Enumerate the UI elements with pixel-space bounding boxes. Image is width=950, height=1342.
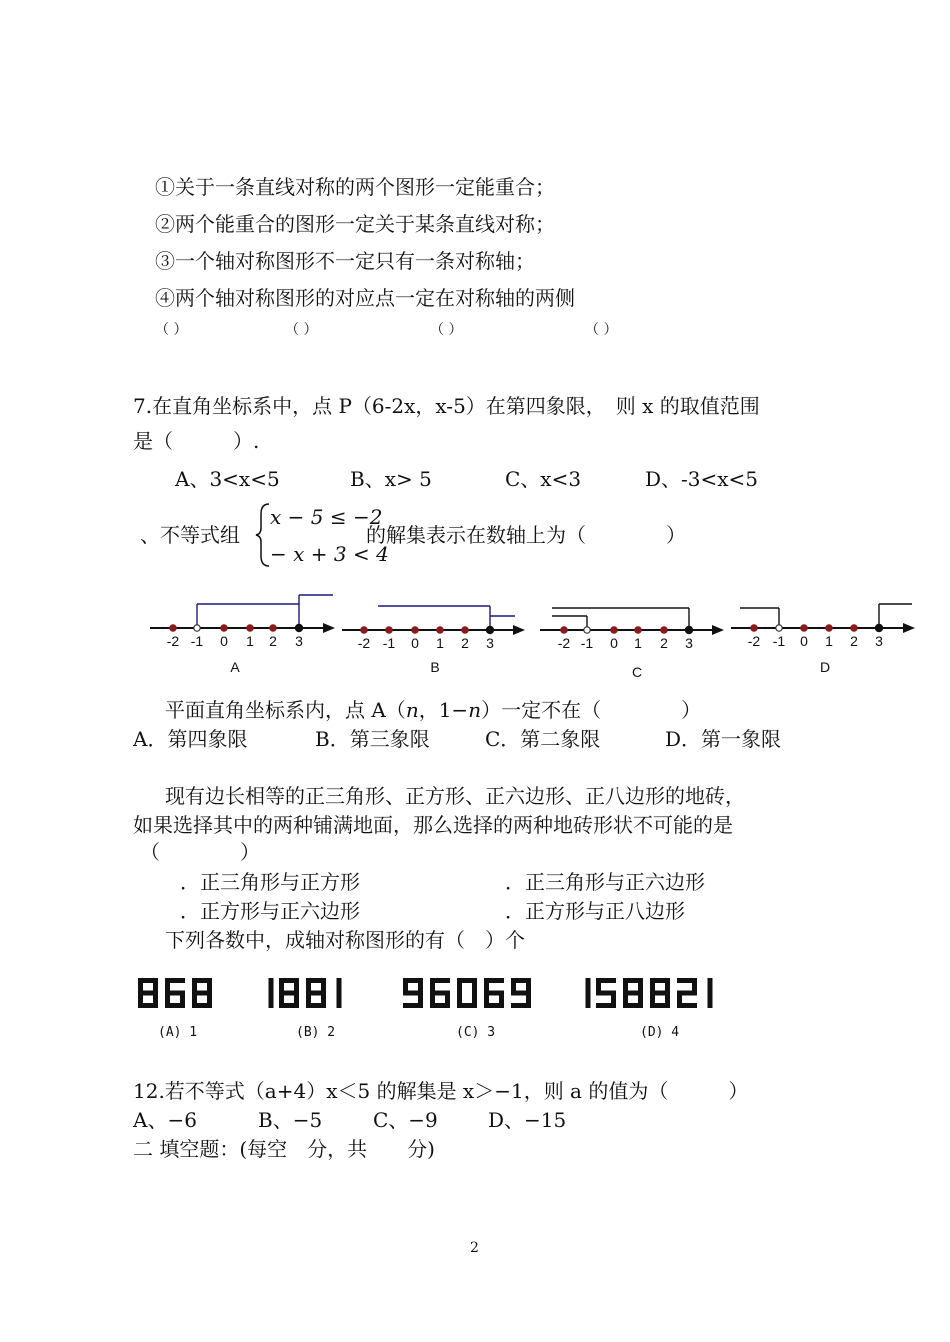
q7-option-d: D、-3<x<5 [645, 467, 759, 491]
number-line-figure [0, 590, 950, 690]
numline-c-point [685, 626, 692, 633]
q12-option-b: B、−5 [258, 1108, 323, 1132]
q11-number-96069 [403, 978, 531, 1008]
numline-c-tick-label: 3 [685, 635, 693, 651]
numline-b-point [412, 627, 418, 633]
numline-d-point [875, 624, 882, 631]
numline-c-option-label: C [631, 664, 643, 680]
q9-n2: n [468, 698, 482, 722]
q6-blank-4: （ ） [585, 322, 618, 338]
q10-stem-line2: 如果选择其中的两种铺满地面，那么选择的两种地砖形状不可能的是 [133, 813, 733, 837]
numline-b-tick-label: 2 [461, 635, 469, 651]
q8-prefix: 、不等式组 [140, 523, 240, 547]
q10-option-2: ．正三角形与正六边形 [505, 870, 705, 894]
numline-a-point [295, 624, 302, 631]
numline-d-arrowhead [903, 623, 915, 633]
q8-inequality-1: x − 5 ≤ −2 [270, 505, 383, 529]
q9-option-d: D．第一象限 [665, 727, 782, 751]
numline-a-tick-label: 2 [269, 633, 277, 649]
q9-stem [165, 698, 701, 722]
numline-d-tick-label: 3 [875, 633, 883, 649]
q10-stem-line1: 现有边长相等的正三角形、正方形、正六边形、正八边形的地砖， [165, 784, 745, 808]
numline-c-point [561, 627, 567, 633]
page-number: 2 [470, 1240, 479, 1256]
numline-d-tick-label: 2 [850, 633, 858, 649]
q8-inequality-2: − x + 3 < 4 [270, 542, 389, 566]
numline-a-point [221, 625, 227, 631]
q10-option-3: ．正方形与正六边形 [180, 899, 360, 923]
numline-c-point [584, 627, 590, 633]
numline-c-tick-label: 1 [634, 635, 642, 651]
numline-d-tick-label: -1 [772, 633, 786, 649]
numline-b-tick-label: 0 [411, 635, 419, 651]
q11-choice-a: (A) 1 [158, 1025, 198, 1040]
q7-stem-line2: 是（ ）. [133, 429, 260, 453]
q12-option-a: A、−6 [133, 1108, 197, 1132]
q9-option-c: C．第二象限 [485, 727, 601, 751]
q12-option-d: D、−15 [488, 1108, 567, 1132]
numline-c-point [635, 627, 641, 633]
numline-a-option-label: A [230, 659, 240, 675]
numline-b-point [361, 627, 367, 633]
q6-statement-4: ④两个轴对称图形的对应点一定在对称轴的两侧 [155, 286, 575, 310]
q11-number-868 [138, 978, 212, 1008]
numline-d-point [801, 625, 807, 631]
numline-d-point [851, 625, 857, 631]
numline-c-tick-label: -1 [580, 635, 594, 651]
numline-c-point [661, 627, 667, 633]
numline-a-point [270, 625, 276, 631]
q11-number-1881 [269, 978, 342, 1008]
numline-b-tick-label: -2 [357, 635, 371, 651]
numline-b-tick-label: 1 [436, 635, 444, 651]
numline-b-point [462, 627, 468, 633]
numline-b-arrowhead [513, 625, 525, 635]
q9-n1: n [405, 698, 419, 722]
q7-option-b: B、x> 5 [350, 467, 432, 491]
q6-blank-3: （ ） [430, 322, 463, 338]
numline-d-point [776, 625, 782, 631]
numline-c-tick-label: 2 [660, 635, 668, 651]
numline-b-tick-label: 3 [486, 635, 494, 651]
numline-d-point [826, 625, 832, 631]
q11-choice-d: (D) 4 [640, 1025, 680, 1040]
section-2-heading: 二 填空题：(每空 分，共 分) [133, 1137, 435, 1161]
numline-c-tick-label: -2 [557, 635, 571, 651]
q7-stem-line1: 7.在直角坐标系中，点 P（6-2x，x-5）在第四象限， 则 x 的取值范围 [133, 394, 760, 418]
numline-a-tick-label: -1 [190, 633, 204, 649]
q9-option-b: B．第三象限 [315, 727, 430, 751]
q7-option-a: A、3<x<5 [175, 467, 280, 491]
q10-stem-line3: （ ） [140, 840, 260, 864]
numline-c-tick-label: 0 [610, 635, 618, 651]
q9-stem-b: ，1− [418, 698, 469, 722]
q11-stem: 下列各数中，成轴对称图形的有（ ）个 [165, 928, 525, 952]
numline-b-tick-label: -1 [382, 635, 396, 651]
q11-choice-b: (B) 2 [296, 1025, 336, 1040]
q12-stem: 12.若不等式（a+4）x＜5 的解集是 x＞−1，则 a 的值为（ ） [133, 1079, 749, 1103]
q6-statement-3: ③一个轴对称图形不一定只有一条对称轴； [155, 249, 535, 273]
q6-statement-2: ②两个能重合的图形一定关于某条直线对称； [155, 212, 555, 236]
numline-a-tick-label: -2 [166, 633, 180, 649]
numline-d-tick-label: 0 [800, 633, 808, 649]
numline-b-option-label: B [430, 659, 440, 675]
q9-stem-a: 平面直角坐标系内，点 A（ [165, 698, 406, 722]
numline-b-point [437, 627, 443, 633]
numline-a-point [194, 625, 200, 631]
numline-d-point [751, 625, 757, 631]
numline-a-point [247, 625, 253, 631]
q10-option-1: ．正三角形与正方形 [180, 870, 360, 894]
q10-option-4: ．正方形与正八边形 [505, 899, 685, 923]
numline-d-option-label: D [819, 659, 831, 675]
q9-option-a: A．第四象限 [133, 727, 248, 751]
q11-choice-c: (C) 3 [456, 1025, 496, 1040]
numline-c-point [611, 627, 617, 633]
numline-a-tick-label: 1 [246, 633, 254, 649]
q11-digit-numbers [0, 970, 950, 1020]
numline-a-tick-label: 0 [220, 633, 228, 649]
q6-blank-1: （ ） [155, 322, 188, 338]
numline-a-arrowhead [323, 623, 335, 633]
numline-b-point [386, 627, 392, 633]
q12-option-c: C、−9 [373, 1108, 438, 1132]
numline-d-tick-label: -2 [747, 633, 761, 649]
numline-b-point [486, 626, 493, 633]
q11-number-158821 [586, 978, 713, 1008]
q6-statement-1: ①关于一条直线对称的两个图形一定能重合； [155, 175, 555, 199]
q9-stem-c: ）一定不在（ ） [481, 698, 702, 722]
q6-blank-2: （ ） [285, 322, 318, 338]
numline-a-point [170, 625, 176, 631]
numline-d-tick-label: 1 [825, 633, 833, 649]
q7-option-c: C、x<3 [505, 467, 582, 491]
numline-a-tick-label: 3 [295, 633, 303, 649]
numline-c-arrowhead [712, 625, 724, 635]
q8-suffix: 的解集表示在数轴上为（ ） [366, 523, 686, 547]
